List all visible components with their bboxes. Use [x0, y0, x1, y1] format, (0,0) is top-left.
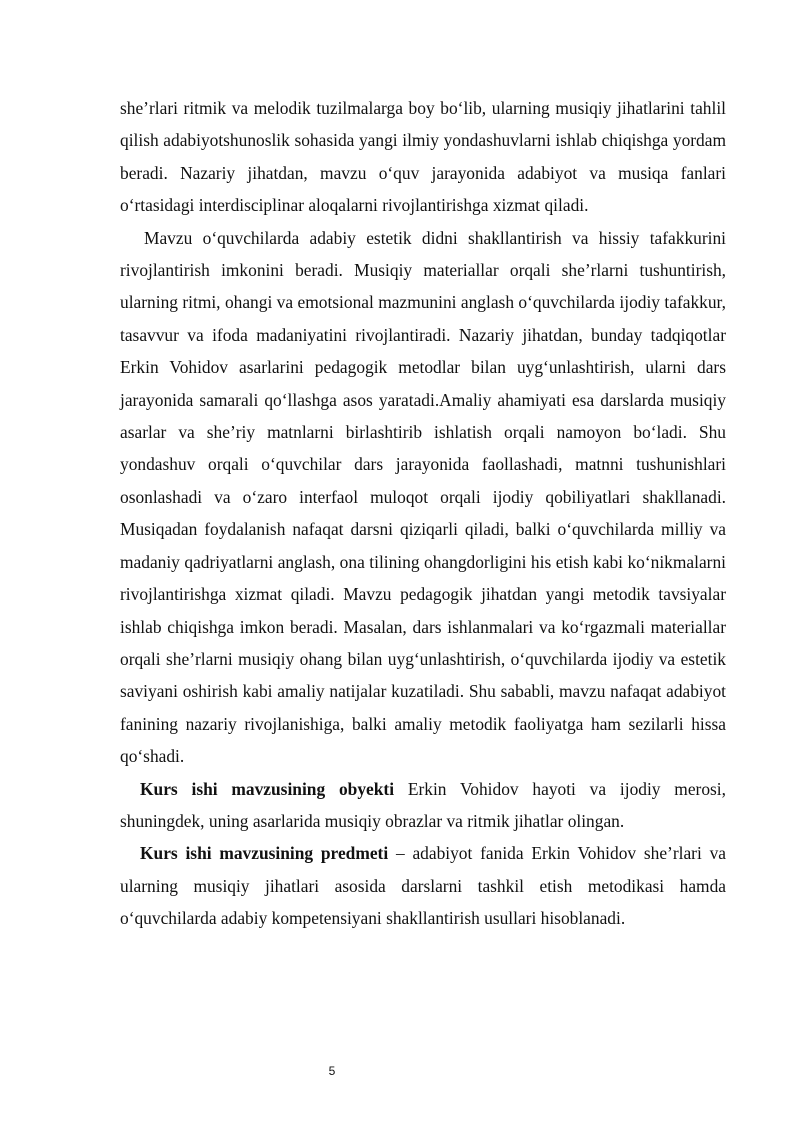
- object-heading: Kurs ishi mavzusining obyekti: [140, 778, 395, 799]
- page-number: 5: [328, 1064, 336, 1078]
- object-text: Erkin Vohidov hayoti va ijodiy merosi, shuningdek, uning asarlarida musiqiy obrazlar va ritmik jihatlar olingan.: [120, 778, 726, 831]
- body-text: [120, 92, 726, 935]
- subject-text: – adabiyot fanida Erkin Vohidov she’rlari va ularning musiqiy jihatlari asosida darslarni tashkil etish metodikasi hamda o‘quvchilarda adabiy kompetensiyani shakllantirish usullari hisoblanadi.: [120, 843, 726, 929]
- paragraph-subject: [120, 837, 726, 934]
- paragraph-significance: [120, 92, 726, 222]
- paragraph-significance-text: she’rlari ritmik va melodik tuzilmalarga boy bo‘lib, ularning musiqiy jihatlarini tahlil qilish adabiyotshunoslik sohasida yangi ilmiy yondashuvlarni ishlab chiqishga yordam beradi. Nazariy jihatdan, mavzu o‘quv jarayonida adabiyot va musiqa fanlari o‘rtasidagi interdisciplinar aloqalarni rivojlantirishga xizmat qiladi.: [120, 98, 726, 216]
- subject-heading: Kurs ishi mavzusining predmeti: [140, 843, 389, 864]
- paragraph-practical-value-text: Mavzu o‘quvchilarda adabiy estetik didni shakllantirish va hissiy tafakkurini rivojlantirish imkonini beradi. Musiqiy materiallar orqali she’rlarni tushuntirish, ularning ritmi, ohangi va emotsional mazmunini anglash o‘quvchilarda ijodiy tafakkur, tasavvur va ifoda madaniyatini rivojlantiradi. Nazariy jihatdan, bunday tadqiqotlar Erkin Vohidov asarlarini pedagogik metodlar bilan uyg‘unlashtirish, ularni dars jarayonida samarali qo‘llashga asos yaratadi.Amaliy ahamiyati esa darslarda musiqiy asarlar va she’riy matnlarni birlashtirib ishlatish orqali namoyon bo‘ladi. Shu yondashuv orqali o‘quvchilar dars jarayonida faollashadi, matnni tushunishlari osonlashadi va o‘zaro interfaol muloqot orqali ijodiy qobiliyatlari shakllanadi. Musiqadan foydalanish nafaqat darsni qiziqarli qiladi, balki o‘quvchilarda milliy va madaniy qadriyatlarni anglash, ona tilining ohangdorligini his etish kabi ko‘nikmalarni rivojlantirishga xizmat qiladi. Mavzu pedagogik jihatdan yangi metodik tavsiyalar ishlab chiqishga imkon beradi. Masalan, dars ishlanmalari va ko‘rgazmali materiallar orqali she’rlarni musiqiy ohang bilan uyg‘unlashtirish, o‘quvchilarda ijodiy va estetik saviyani oshirish kabi amaliy natijalar kuzatiladi. Shu sababli, mavzu nafaqat adabiyot fanining nazariy rivojlanishiga, balki amaliy metodik faoliyatga ham sezilarli hissa qo‘shadi.: [120, 227, 726, 767]
- paragraph-practical-value: [120, 222, 726, 773]
- paragraph-object: [120, 773, 726, 838]
